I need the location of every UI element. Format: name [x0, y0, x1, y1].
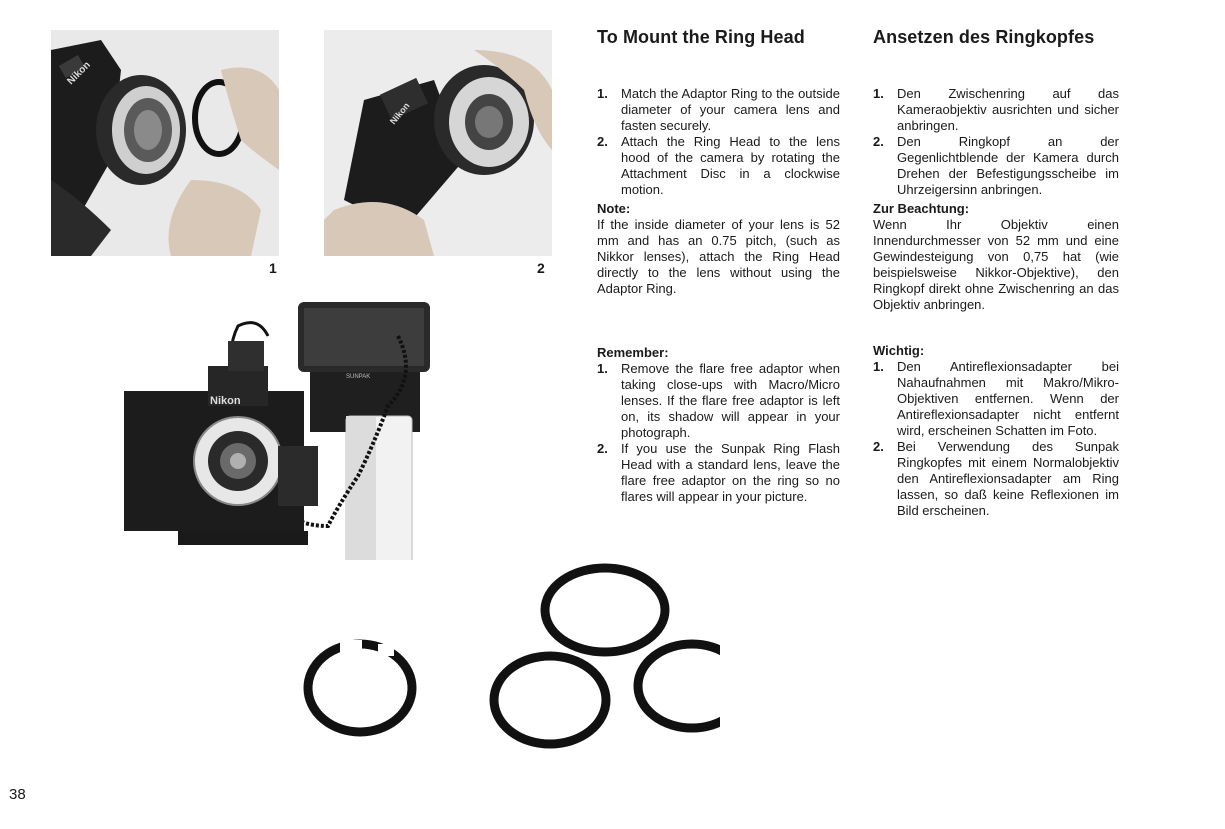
- german-step-2-text: Den Ringkopf an der Gegenlichtblende der Kamera durch Drehen der Befestigungsscheibe im Uhrzeigersinn anbringen.: [897, 134, 1119, 197]
- english-remember-list: [597, 361, 840, 505]
- english-step-1-text: Match the Adaptor Ring to the outside diameter of your camera lens and fasten securely.: [621, 86, 840, 133]
- photo-attach-ring-head: [324, 30, 552, 256]
- english-title: To Mount the Ring Head: [597, 27, 805, 47]
- fig1-nikon-logo: Nikon: [65, 59, 93, 88]
- german-steps-list: [873, 86, 1119, 198]
- german-remember-item-1-number: 1.: [873, 359, 884, 374]
- photo-camera-ring-flash-illustration: [118, 296, 434, 582]
- german-step-2-number: 2.: [873, 134, 884, 149]
- german-step-1-number: 1.: [873, 86, 884, 101]
- english-remember-item-1: [597, 361, 840, 441]
- page-number: 38: [9, 786, 26, 803]
- english-note-heading: Note:: [597, 201, 631, 216]
- english-note-text: If the inside diameter of your lens is 52 mm and has an 0.75 pitch, (such as Nikkor lenses), attach the Ring Head directly to the lens without using the Adaptor Ring.: [597, 217, 840, 296]
- german-remember-heading: Wichtig:: [873, 343, 925, 358]
- english-steps-list: [597, 86, 840, 198]
- english-step-1-number: 1.: [597, 86, 608, 101]
- english-column: [597, 26, 840, 505]
- photo-attach-ring-head-illustration: [324, 30, 552, 256]
- german-note-text: Wenn Ihr Objektiv einen Innendurchmesser von 52 mm und eine Gewindesteigung von 0,75 hat (wie beispielsweise Nikkor-Objektive), den Ringkopf direkt ohne Zwischenring an das Objektiv anbringen.: [873, 217, 1119, 312]
- photo-adaptor-rings-illustration: [300, 560, 720, 755]
- english-step-2: [597, 134, 840, 198]
- figure-number-2: 2: [537, 260, 545, 276]
- english-remember-item-2-text: If you use the Sunpak Ring Flash Head with a standard lens, leave the flare free adaptor on the ring so no flares will appear in your picture.: [621, 441, 840, 504]
- german-note-heading: Zur Beachtung:: [873, 201, 970, 216]
- english-remember-item-2-number: 2.: [597, 441, 608, 456]
- english-remember-item-2: [597, 441, 840, 505]
- fig3-sunpak-logo: SUNPAK: [346, 374, 371, 380]
- german-remember-list: [873, 359, 1119, 519]
- english-step-1: [597, 86, 840, 134]
- photo-camera-ring-flash: [118, 296, 434, 582]
- german-remember-item-1-text: Den Antireflexionsadapter bei Nahaufnahmen mit Makro/Mikro-Objektiven entfernen. Wenn der Antireflexionsadapter nicht entfernt wird, erscheinen Schatten im Foto.: [897, 359, 1119, 438]
- fig3-nikon-logo: Nikon: [210, 395, 241, 407]
- german-column: [873, 26, 1119, 519]
- german-remember-item-2-text: Bei Verwendung des Sunpak Ringkopfes mit einem Normalobjektiv den Antireflexionsadapter am Ring lassen, so daß keine Reflexionen im Bild erscheinen.: [897, 439, 1119, 518]
- german-title: Ansetzen des Ringkopfes: [873, 27, 1095, 47]
- german-step-1: [873, 86, 1119, 134]
- english-step-2-text: Attach the Ring Head to the lens hood of the camera by rotating the Attachment Disc in a clockwise motion.: [621, 134, 840, 197]
- fig2-nikon-logo: Nikon: [387, 100, 412, 127]
- german-remember-item-2-number: 2.: [873, 439, 884, 454]
- german-remember-item-1: [873, 359, 1119, 439]
- figure-number-1: 1: [269, 260, 277, 276]
- photo-adaptor-ring-illustration: [51, 30, 279, 256]
- english-remember-heading: Remember:: [597, 345, 669, 360]
- english-step-2-number: 2.: [597, 134, 608, 149]
- photo-adaptor-ring: [51, 30, 279, 256]
- german-step-2: [873, 134, 1119, 198]
- english-remember-item-1-number: 1.: [597, 361, 608, 376]
- english-remember-item-1-text: Remove the flare free adaptor when taking close-ups with Macro/Micro lenses. If the flare free adaptor is left on, its shadow will appear in your photograph.: [621, 361, 840, 440]
- german-step-1-text: Den Zwischenring auf das Kameraobjektiv ausrichten und sicher anbringen.: [897, 86, 1119, 133]
- german-remember-item-2: [873, 439, 1119, 519]
- photo-adaptor-rings: [300, 560, 720, 755]
